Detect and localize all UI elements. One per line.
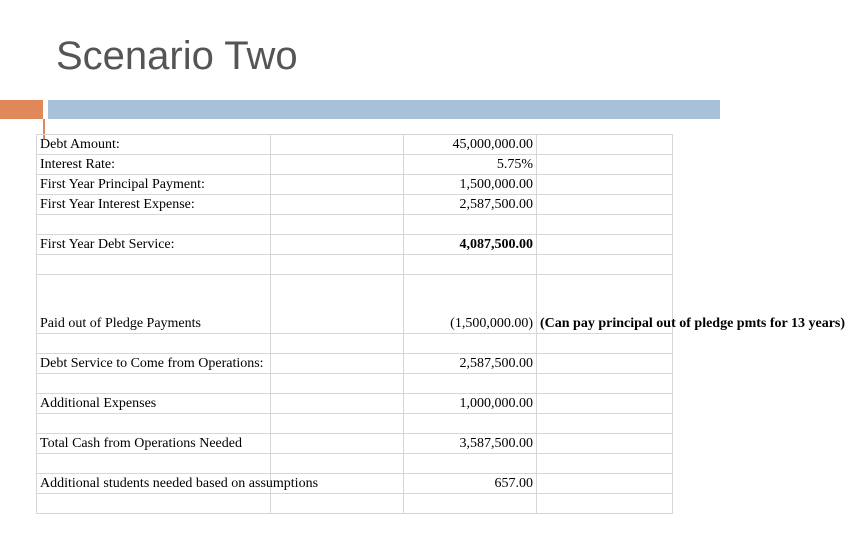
spacer-row: [37, 334, 673, 354]
slide-title: Scenario Two: [56, 34, 298, 78]
spacer-row: [37, 454, 673, 474]
row-label: Additional Expenses: [37, 394, 271, 414]
scenario-table: [36, 134, 845, 514]
row-label: Debt Amount:: [37, 135, 271, 155]
row-label: Additional students needed based on assumptions: [37, 474, 271, 494]
table-row: [37, 394, 673, 414]
table-row: [37, 235, 673, 255]
row-label: First Year Interest Expense:: [37, 195, 271, 215]
row-value: 1,000,000.00: [404, 394, 537, 414]
blank-cell: [271, 354, 404, 374]
row-label: Debt Service to Come from Operations:: [37, 354, 271, 374]
row-note: (Can pay principal out of pledge pmts for 13 years): [537, 275, 673, 334]
spacer-row: [37, 374, 673, 394]
row-value: 45,000,000.00: [404, 135, 537, 155]
table-row: [37, 195, 673, 215]
accent-bar-blue: [48, 100, 720, 119]
blank-cell: [271, 155, 404, 175]
row-label: First Year Debt Service:: [37, 235, 271, 255]
row-value: 3,587,500.00: [404, 434, 537, 454]
blank-cell: [271, 235, 404, 255]
blank-cell: [537, 235, 673, 255]
table-row: [37, 135, 673, 155]
blank-cell: [271, 175, 404, 195]
blank-cell: [537, 155, 673, 175]
blank-cell: [537, 195, 673, 215]
row-label: Paid out of Pledge Payments: [37, 275, 271, 334]
blank-cell: [271, 195, 404, 215]
spacer-row: [37, 215, 673, 235]
table-row: [37, 155, 673, 175]
table-row: [37, 354, 673, 374]
accent-bar-orange: [0, 100, 43, 119]
table-row: [37, 434, 673, 454]
blank-cell: [537, 434, 673, 454]
blank-cell: [537, 474, 673, 494]
row-label: Total Cash from Operations Needed: [37, 434, 271, 454]
row-value: 4,087,500.00: [404, 235, 537, 255]
row-value: (1,500,000.00): [404, 275, 537, 334]
row-value: 5.75%: [404, 155, 537, 175]
table-row: [37, 275, 673, 334]
table-row: [37, 175, 673, 195]
blank-cell: [271, 135, 404, 155]
spacer-row: [37, 494, 673, 514]
blank-cell: [537, 394, 673, 414]
row-value: 657.00: [404, 474, 537, 494]
row-value: 2,587,500.00: [404, 354, 537, 374]
blank-cell: [271, 434, 404, 454]
row-value: 2,587,500.00: [404, 195, 537, 215]
blank-cell: [537, 175, 673, 195]
blank-cell: [537, 135, 673, 155]
row-label: First Year Principal Payment:: [37, 175, 271, 195]
blank-cell: [537, 354, 673, 374]
spacer-row: [37, 414, 673, 434]
spacer-row: [37, 255, 673, 275]
blank-cell: [271, 275, 404, 334]
table-row: [37, 474, 673, 494]
blank-cell: [271, 394, 404, 414]
row-value: 1,500,000.00: [404, 175, 537, 195]
row-label: Interest Rate:: [37, 155, 271, 175]
